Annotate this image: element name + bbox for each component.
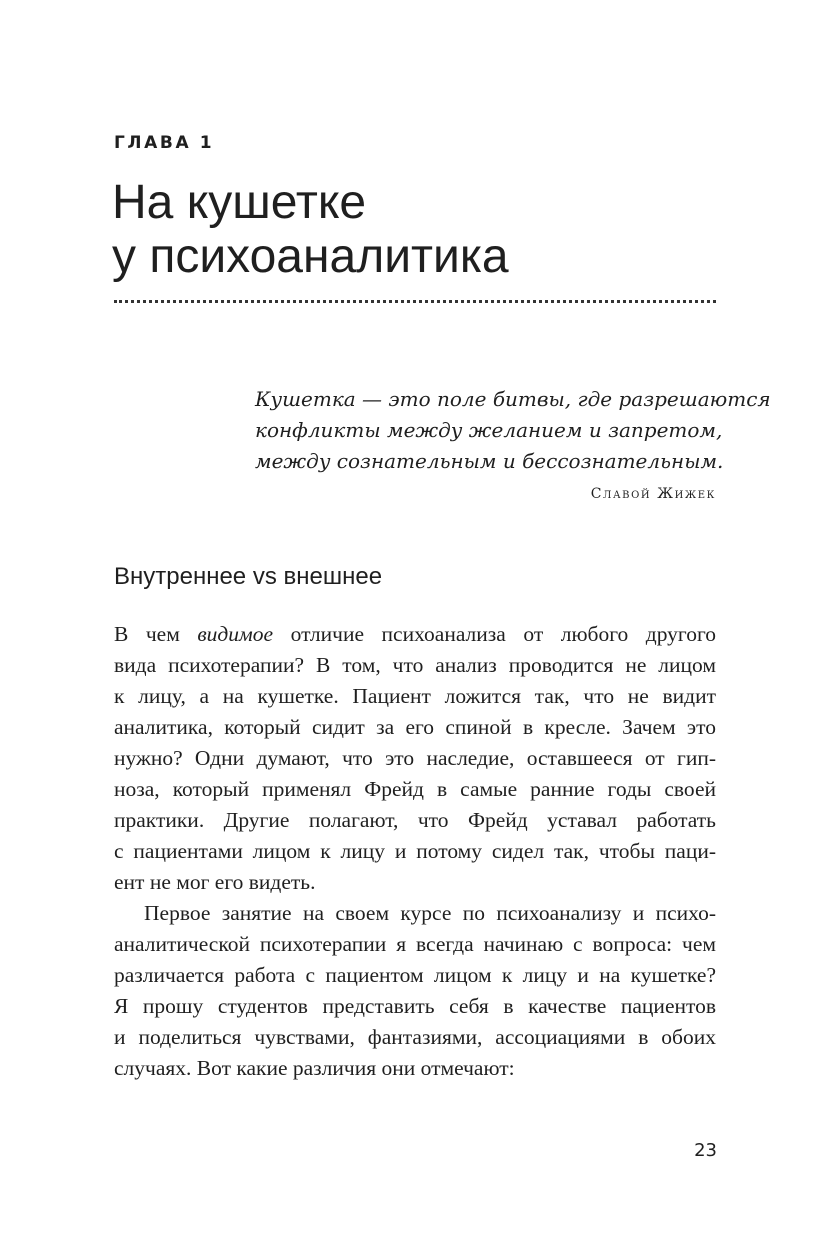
- chapter-title-line: у психоаналитика: [112, 230, 509, 283]
- paragraph-2-line: и поделиться чувствами, фантазиями, ассоциациями в обоих: [114, 1025, 716, 1049]
- page-number: 23: [694, 1140, 717, 1161]
- paragraph-2-line: аналитической психотерапии я всегда начинаю с вопроса: чем: [114, 932, 716, 956]
- paragraph-1-line: с пациентами лицом к лицу и потому сидел так, чтобы паци-: [114, 839, 716, 863]
- epigraph-line: конфликты между желанием и запретом,: [255, 418, 723, 442]
- emphasis: видимое: [197, 622, 274, 646]
- chapter-label: ГЛАВА 1: [114, 133, 215, 153]
- paragraph-2-line: случаях. Вот какие различия они отмечают:: [114, 1056, 515, 1080]
- paragraph-2-line: Я прошу студентов представить себя в качестве пациентов: [114, 994, 716, 1018]
- paragraph-1-line: к лицу, а на кушетке. Пациент ложится так, что не видит: [114, 684, 716, 708]
- epigraph-quote: [255, 384, 771, 477]
- paragraph-1-line: ноза, который применял Фрейд в самые ранние годы своей: [114, 777, 716, 801]
- text-span: отличие психоанализа от любого другого: [273, 622, 716, 646]
- epigraph-line: между сознательным и бессознательным.: [255, 449, 724, 473]
- paragraph-1-line: ент не мог его видеть.: [114, 870, 316, 894]
- paragraph-2-line: различается работа с пациентом лицом к лицу и на кушетке?: [114, 963, 716, 987]
- epigraph-author: Славой Жижек: [590, 486, 716, 502]
- paragraph-1-line: [114, 619, 716, 650]
- dotted-divider: [114, 300, 716, 303]
- chapter-title: [112, 176, 732, 284]
- paragraph-1-line: вида психотерапии? В том, что анализ проводится не лицом: [114, 653, 716, 677]
- paragraph-2-line: Первое занятие на своем курсе по психоанализу и психо-: [144, 901, 716, 925]
- body-text: [114, 619, 716, 1084]
- chapter-title-line: На кушетке: [112, 176, 367, 229]
- paragraph-1-line: нужно? Одни думают, что это наследие, оставшееся от гип-: [114, 746, 716, 770]
- section-heading: Внутреннее vs внешнее: [114, 563, 383, 590]
- epigraph-line: Кушетка — это поле битвы, где разрешаются: [255, 387, 771, 411]
- text-span: В чем: [114, 622, 198, 646]
- paragraph-1-line: практики. Другие полагают, что Фрейд уставал работать: [114, 808, 716, 832]
- paragraph-1-line: аналитика, который сидит за его спиной в кресле. Зачем это: [114, 715, 716, 739]
